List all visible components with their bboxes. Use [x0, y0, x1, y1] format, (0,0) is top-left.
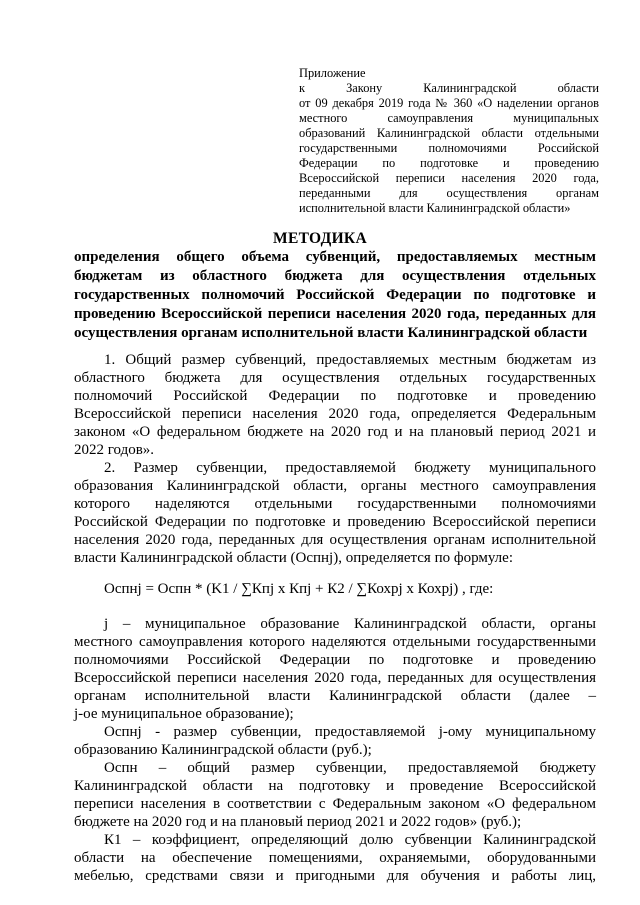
text-line: Всероссийской переписи населения 2020 года, определяется Федеральным — [74, 406, 596, 422]
appendix-line: Всероссийской переписи населения 2020 года, — [299, 171, 599, 185]
appendix-note — [299, 66, 599, 216]
subtitle-line: определения общего объема субвенций, предоставляемых местным — [74, 249, 596, 265]
appendix-line: от 09 декабря 2019 года № 360 «О наделении органов — [299, 96, 599, 110]
definition-ospn — [74, 759, 596, 831]
text-line: Оспнj - размер субвенции, предоставляемой j-ому муниципальному — [104, 724, 596, 740]
appendix-line: образований Калининградской области отдельными — [299, 126, 599, 140]
definition-j — [74, 615, 596, 723]
text-line: j – муниципальное образование Калининградской области, органы — [104, 616, 596, 632]
formula: Оспнj = Оспн * (K1 / ∑Кпj x Кпj + К2 / ∑Кохрj x Кохрj) , где: — [104, 581, 494, 597]
text-line: 2. Размер субвенции, предоставляемой бюджету муниципального — [104, 460, 596, 476]
text-line: органам исполнительной власти Калининградской области (далее – — [74, 688, 596, 704]
text-line: образованию Калининградской области (руб.); — [74, 742, 372, 758]
subtitle-line: проведению Всероссийской переписи населения 2020 года, переданных для — [74, 306, 596, 322]
subtitle-line: государственных полномочий Российской Федерации по подготовке и — [74, 287, 596, 303]
text-line: населения 2020 года, переданных для осуществления органам исполнительной — [74, 532, 596, 548]
definition-ospnj — [74, 723, 596, 759]
text-line: законом «О федеральном бюджете на 2020 год и на плановый период 2021 и — [74, 424, 596, 440]
document-subtitle — [74, 248, 596, 343]
document-title: МЕТОДИКА — [273, 230, 367, 247]
text-line: области на обеспечение помещениями, охраняемыми, оборудованными — [74, 850, 596, 866]
text-line: Всероссийской переписи населения 2020 года, переданных для осуществления — [74, 670, 596, 686]
text-line: бюджете на 2020 год и на плановый период 2021 и 2022 годов» (руб.); — [74, 814, 522, 830]
text-line: местного самоуправления которого наделяются отдельными государственными — [74, 634, 596, 650]
text-line: областного бюджета для осуществления отдельных государственных — [74, 370, 596, 386]
appendix-line: Федерации по подготовке и проведению — [299, 156, 599, 170]
text-line: власти Калининградской области (Оспнj), определяется по формуле: — [74, 550, 513, 566]
text-line: образования Калининградской области, органы местного самоуправления — [74, 478, 596, 494]
appendix-line: местного самоуправления муниципальных — [299, 111, 599, 125]
text-line: полномочий Российской Федерации по подготовке и проведению — [74, 388, 596, 404]
text-line: которого наделяются отдельными государственными полномочиями — [74, 496, 596, 512]
text-line: Оспн – общий размер субвенции, предоставляемой бюджету — [104, 760, 596, 776]
definition-k1 — [74, 831, 596, 885]
paragraph-1 — [74, 351, 596, 459]
text-line: 2022 годов». — [74, 442, 155, 458]
text-line: Калининградской области на подготовку и проведение Всероссийской — [74, 778, 596, 794]
paragraph-2 — [74, 459, 596, 567]
text-line: мебелью, средствами связи и пригодными для обучения и работы лиц, — [74, 868, 596, 884]
appendix-line: исполнительной власти Калининградской области» — [299, 201, 571, 215]
subtitle-line: осуществления органам исполнительной власти Калининградской области — [74, 325, 588, 341]
text-line: j-ое муниципальное образование); — [74, 706, 294, 722]
appendix-line: Приложение — [299, 66, 366, 80]
text-line: Российской Федерации по подготовке и проведению Всероссийской переписи — [74, 514, 596, 530]
text-line: переписи населения в соответствии с Федеральным законом «О федеральном — [74, 796, 596, 812]
text-line: К1 – коэффициент, определяющий долю субвенции Калининградской — [104, 832, 596, 848]
appendix-line: переданными для осуществления органам — [299, 186, 599, 200]
text-line: полномочиями Российской Федерации по подготовке и проведению — [74, 652, 596, 668]
text-line: 1. Общий размер субвенций, предоставляемых местным бюджетам из — [104, 352, 596, 368]
appendix-line: государственными полномочиями Российской — [299, 141, 599, 155]
subtitle-line: бюджетам из областного бюджета для осуществления отдельных — [74, 268, 596, 284]
appendix-line: к Закону Калининградской области — [299, 81, 599, 95]
